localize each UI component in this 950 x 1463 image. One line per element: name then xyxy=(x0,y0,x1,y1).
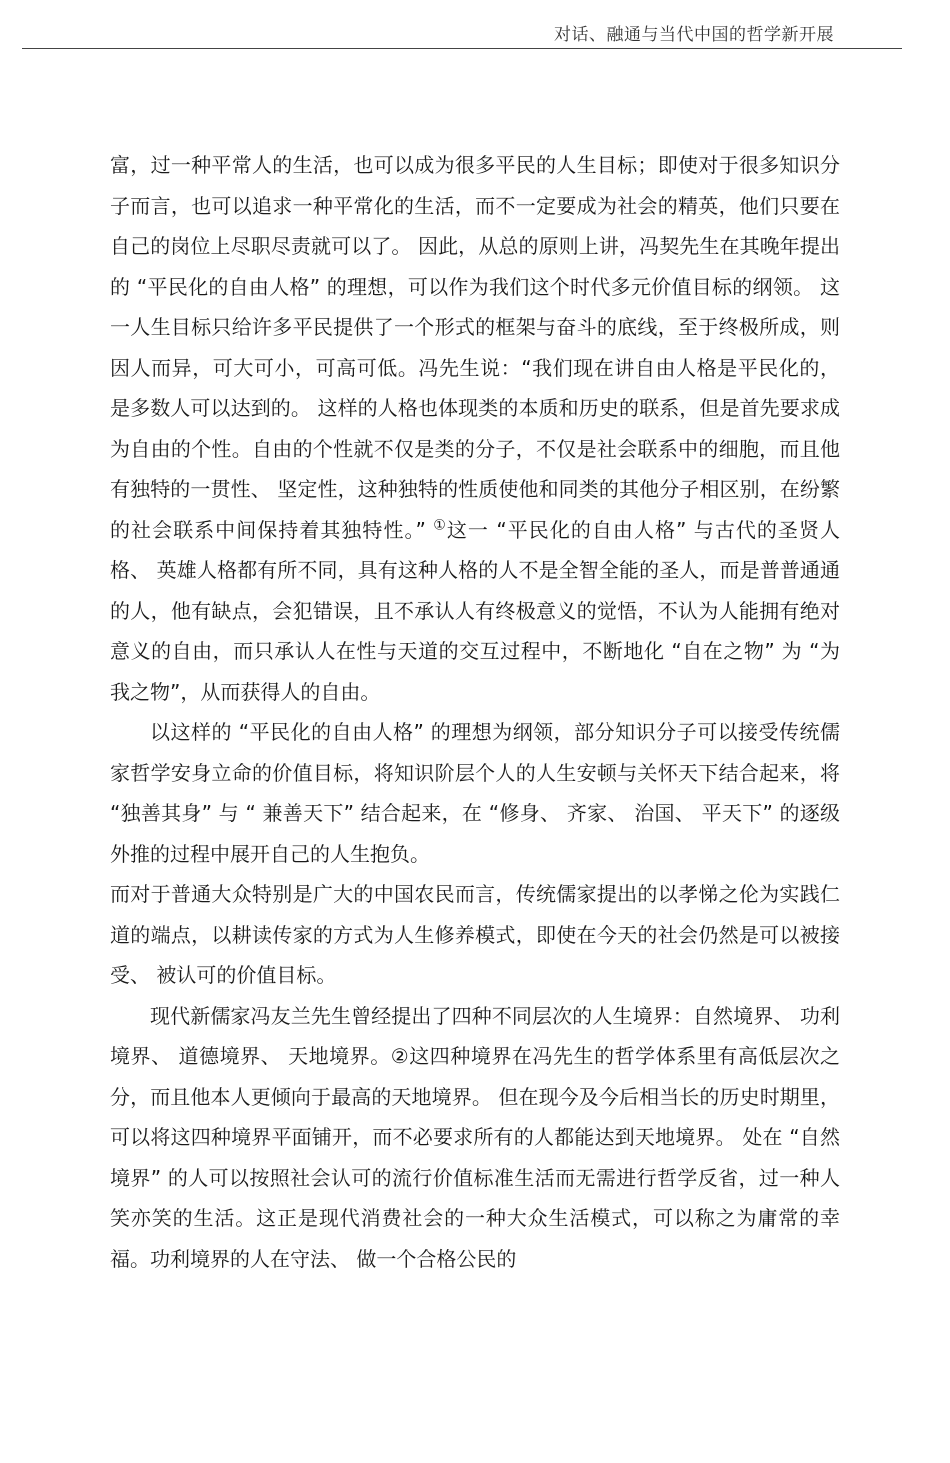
running-header-title: 对话、融通与当代中国的哲学新开展 xyxy=(554,25,834,45)
body-text xyxy=(110,145,840,1279)
header-divider xyxy=(22,48,902,49)
paragraph-1 xyxy=(110,145,840,712)
paragraph-1-text-a: 富，过一种平常人的生活，也可以成为很多平民的人生目标；即使对于很多知识分子而言，也可以追求一种平常化的生活，而不一定要成为社会的精英，他们只要在自己的岗位上尽职尽责就可以了。 因此，从总的原则上讲，冯契先生在其晚年提出的 “平民化的自由人格” 的理想，可以作为我们这个时代多元价值目标的纲领。 这一人生目标只给许多平民提供了一个形式的框架与奋斗的底线，至于终极所成，则因人而异，可大可小，可高可低。冯先生说：“我们现在讲自由人格是平民化的，是多数人可以达到的。 这样的人格也体现类的本质和历史的联系，但是首先要求成为自由的个性。自由的个性就不仅是类的分子，不仅是社会联系中的细胞，而且他有独特的一贯性、 坚定性，这种独特的性质使他和同类的其他分子相区别，在纷繁的社会联系中间保持着其独特性。” xyxy=(110,153,840,542)
paragraph-3-text: 而对于普通大众特别是广大的中国农民而言，传统儒家提出的以孝悌之伦为实践仁道的端点，以耕读传家的方式为人生修养模式，即使在今天的社会仍然是可以被接受、 被认可的价值目标。 xyxy=(110,882,840,987)
paragraph-4-text-a: 现代新儒家冯友兰先生曾经提出了四种不同层次的人生境界：自然境界、 功利境界、 道德境界、 天地境界。 xyxy=(110,1003,840,1068)
paragraph-3 xyxy=(110,874,840,996)
paragraph-1-text-b: 这一 “平民化的自由人格” 与古代的圣贤人格、 英雄人格都有所不同，具有这种人格的人不是全智全能的圣人，而是普普通通的人，他有缺点，会犯错误，且不承认人有终极意义的觉悟，不认为人能拥有绝对意义的自由，而只承认人在性与天道的交互过程中，不断地化 “自在之物” 为 “为我之物”，从而获得人的自由。 xyxy=(110,517,841,704)
paragraph-2 xyxy=(110,712,840,874)
footnote-marker-1: ① xyxy=(433,516,447,533)
paragraph-2-text: 以这样的 “平民化的自由人格” 的理想为纲领，部分知识分子可以接受传统儒家哲学安身立命的价值目标，将知识阶层个人的人生安顿与关怀天下结合起来，将 “独善其身” 与 “ 兼善天下” 结合起来，在 “修身、 齐家、 治国、 平天下” 的逐级外推的过程中展开自己的人生抱负。 xyxy=(110,720,840,866)
footnote-marker-2: ② xyxy=(390,1044,410,1068)
paragraph-4 xyxy=(110,996,840,1280)
paragraph-4-text-b: 这四种境界在冯先生的哲学体系里有高低层次之分，而且他本人更倾向于最高的天地境界。 但在现今及今后相当长的历史时期里，可以将这四种境界平面铺开，而不必要求所有的人都能达到天地境界。 处在 “自然境界” 的人可以按照社会认可的流行价值标准生活而无需进行哲学反省，过一种人笑亦笑的生活。这正是现代消费社会的一种大众生活模式，可以称之为庸常的幸福。功利境界的人在守法、 做一个合格公民的 xyxy=(110,1044,840,1271)
